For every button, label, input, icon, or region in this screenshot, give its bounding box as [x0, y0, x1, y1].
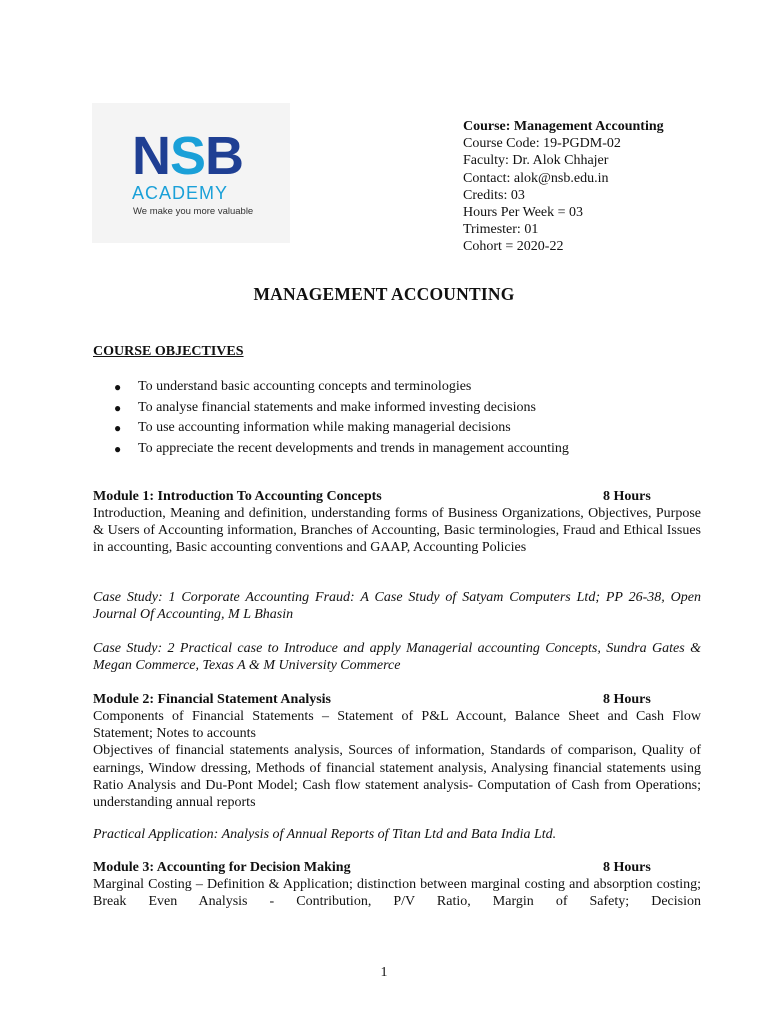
module-2-heading: Module 2: Financial Statement Analysis 8 Hours [93, 692, 651, 707]
module-1-body: Introduction, Meaning and definition, understanding forms of Business Organizations, Objectives, Purpose & Users of Accounting information, Branches of Accounting, Basic terminologies, Fraud and Ethical Issues in accounting, Basic accounting conventions and GAAP, Accounting Policies [93, 506, 701, 556]
cohort: Cohort = 2020-22 [463, 239, 564, 255]
module-1-heading: Module 1: Introduction To Accounting Concepts 8 Hours [93, 489, 651, 504]
module-1 [93, 488, 701, 557]
faculty: Faculty: Dr. Alok Chhajer [463, 153, 609, 169]
bullet-icon: ● [114, 441, 122, 456]
objectives-list [93, 377, 713, 459]
nsb-academy-logo [92, 103, 290, 243]
bullet-icon: ● [114, 380, 122, 394]
hours-per-week: Hours Per Week = 03 [463, 205, 584, 221]
module-2-body: Objectives of financial statements analysis, Sources of information, Standards of comparison, Quality of earnings, Window dressing, Methods of financial statement analysis, Analysing financial statements using Ratio Analysis and Du-Pont Model; Cash flow statement analysis- Computation of Cash from Operations; understanding annual reports [93, 743, 701, 811]
logo-tagline: We make you more valuable [133, 206, 254, 217]
module-2-components: Components of Financial Statements – Statement of P&L Account, Balance Sheet and Cash Flow Statement; Notes to accounts [93, 709, 701, 742]
course-info [463, 118, 753, 256]
case-study-1: Case Study: 1 Corporate Accounting Fraud: A Case Study of Satyam Computers Ltd; PP 26-38, Open Journal Of Accounting, M L Bhasin [93, 590, 701, 623]
list-item: ● To use accounting information while making managerial decisions [93, 418, 713, 439]
page-title: MANAGEMENT ACCOUNTING [253, 284, 515, 304]
module-3-hours: 8 Hours [603, 860, 651, 875]
bullet-icon: ● [114, 400, 122, 415]
page-number: 1 [380, 965, 388, 980]
module-3-heading: Module 3: Accounting for Decision Making 8 Hours [93, 860, 651, 875]
module-2 [93, 691, 701, 811]
list-item: ● To analyse financial statements and make informed investing decisions [93, 398, 713, 419]
module-3 [93, 859, 701, 910]
credits: Credits: 03 [463, 187, 525, 203]
module-1-hours: 8 Hours [603, 489, 651, 504]
logo-wordmark: NSB [132, 126, 244, 186]
module-3-body: Marginal Costing – Definition & Application; distinction between marginal costing and absorption costing; Break Even Analysis - Contribution, P/V Ratio, Margin of Safety; Decision [93, 877, 701, 910]
course-code: Course Code: 19-PGDM-02 [463, 136, 621, 152]
logo-academy-text: ACADEMY [132, 183, 229, 203]
list-item: ● To understand basic accounting concepts and terminologies [93, 377, 713, 398]
case-study-2: Case Study: 2 Practical case to Introduce and apply Managerial accounting Concepts, Sundra Gates & Megan Commerce, Texas A & M University Commerce [93, 641, 701, 674]
objectives-heading: COURSE OBJECTIVES [93, 344, 244, 359]
practical-application: Practical Application: Analysis of Annual Reports of Titan Ltd and Bata India Ltd. [93, 827, 557, 842]
contact: Contact: alok@nsb.edu.in [463, 170, 609, 186]
course-name: Course: Management Accounting [463, 119, 664, 134]
module-2-hours: 8 Hours [603, 692, 651, 707]
list-item: ● To appreciate the recent developments and trends in management accounting [93, 439, 713, 460]
bullet-icon: ● [114, 421, 122, 435]
trimester: Trimester: 01 [463, 222, 539, 238]
